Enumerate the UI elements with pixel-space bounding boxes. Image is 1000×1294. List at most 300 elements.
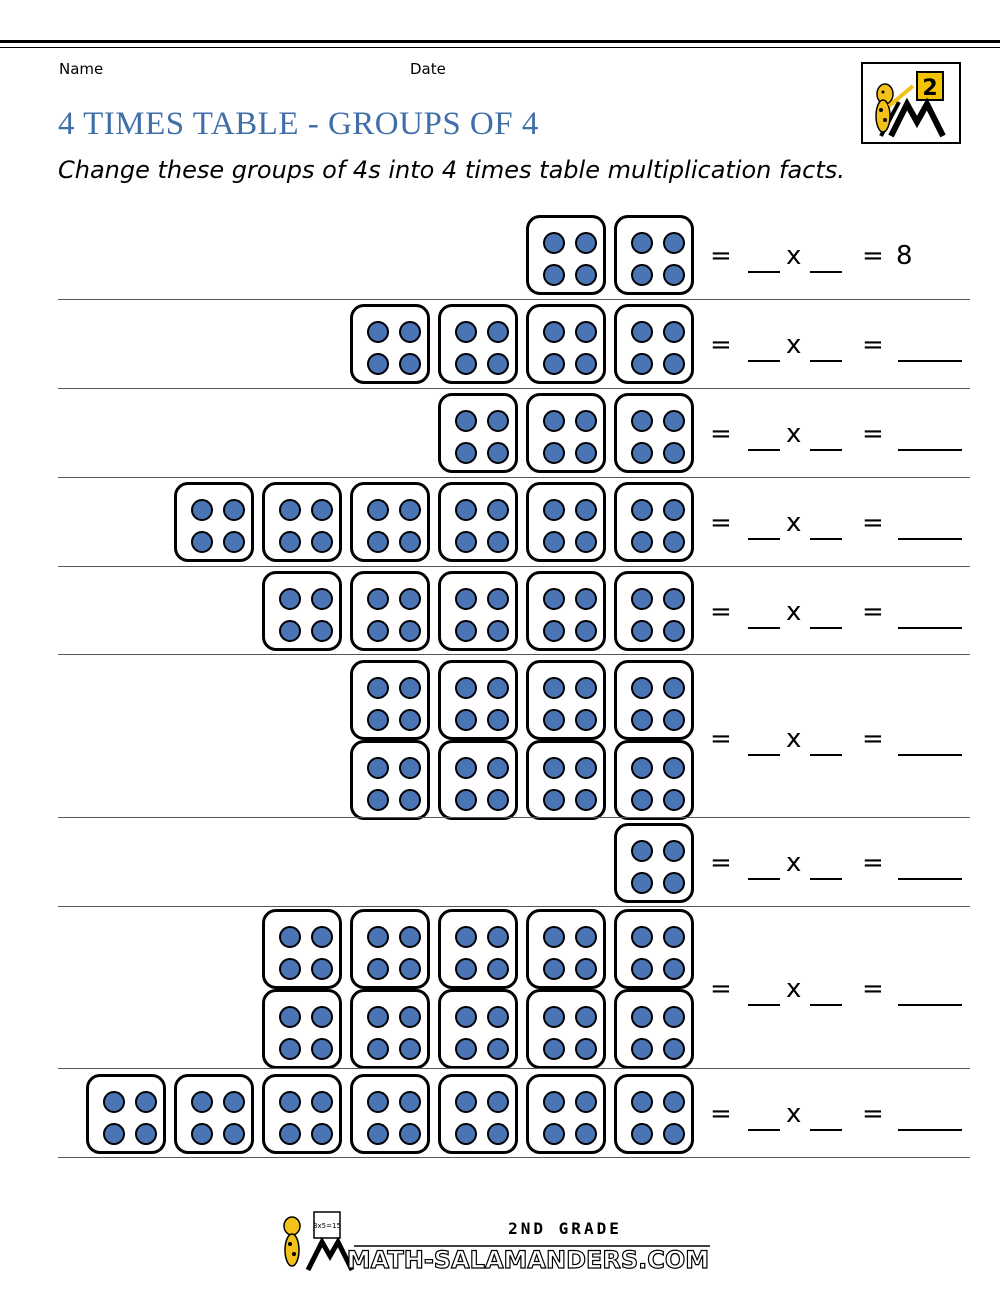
answer-blank[interactable] — [898, 878, 962, 880]
dot — [631, 709, 653, 731]
dot — [135, 1123, 157, 1145]
dot — [543, 410, 565, 432]
dot-group — [614, 1074, 694, 1154]
dot — [311, 588, 333, 610]
factor-blank-2[interactable] — [810, 271, 842, 273]
dot — [487, 926, 509, 948]
dot — [455, 499, 477, 521]
dot — [543, 789, 565, 811]
dot — [191, 1123, 213, 1145]
factor-blank-2[interactable] — [810, 878, 842, 880]
factor-blank-1[interactable] — [748, 627, 780, 629]
dot — [367, 709, 389, 731]
dot — [191, 1091, 213, 1113]
equals-sign: = — [862, 330, 884, 360]
answer-blank[interactable] — [898, 1129, 962, 1131]
dot — [455, 588, 477, 610]
row-separator — [58, 299, 970, 300]
dot — [631, 442, 653, 464]
dot — [487, 709, 509, 731]
dot — [631, 499, 653, 521]
dot — [455, 620, 477, 642]
dot — [487, 757, 509, 779]
dot — [367, 1006, 389, 1028]
footer-grade-text: 2ND GRADE — [508, 1219, 622, 1238]
dot — [311, 1091, 333, 1113]
footer-site-text: MATH-SALAMANDERS.COM — [346, 1246, 710, 1274]
dot-group — [526, 215, 606, 295]
dot — [575, 321, 597, 343]
dot-group — [438, 989, 518, 1069]
equals-sign: = — [710, 597, 732, 627]
dot — [455, 958, 477, 980]
dot — [311, 1123, 333, 1145]
factor-blank-1[interactable] — [748, 1129, 780, 1131]
dot — [399, 353, 421, 375]
dot — [631, 321, 653, 343]
dot-group — [614, 393, 694, 473]
dot — [279, 588, 301, 610]
dot — [575, 1006, 597, 1028]
dot — [575, 1123, 597, 1145]
dot — [575, 410, 597, 432]
factor-blank-1[interactable] — [748, 754, 780, 756]
row-separator — [58, 388, 970, 389]
dot-group — [438, 571, 518, 651]
dot — [455, 321, 477, 343]
dot — [279, 499, 301, 521]
dot-group — [614, 571, 694, 651]
dot — [487, 442, 509, 464]
answer-blank[interactable] — [898, 1004, 962, 1006]
equals-sign: = — [710, 241, 732, 271]
factor-blank-2[interactable] — [810, 449, 842, 451]
equals-sign: = — [862, 974, 884, 1004]
date-label: Date — [410, 60, 446, 78]
dot — [487, 1091, 509, 1113]
dot — [367, 321, 389, 343]
dot — [311, 620, 333, 642]
dot — [543, 588, 565, 610]
dot-group — [438, 482, 518, 562]
dot — [399, 1091, 421, 1113]
factor-blank-1[interactable] — [748, 878, 780, 880]
factor-blank-2[interactable] — [810, 627, 842, 629]
site-footer-logo — [270, 1210, 730, 1276]
equals-sign: = — [862, 241, 884, 271]
factor-blank-2[interactable] — [810, 1129, 842, 1131]
dot-group — [526, 989, 606, 1069]
factor-blank-1[interactable] — [748, 1004, 780, 1006]
equals-sign: = — [862, 597, 884, 627]
dot — [575, 499, 597, 521]
dot — [631, 1006, 653, 1028]
dot-group — [350, 304, 430, 384]
dot — [575, 442, 597, 464]
dot — [575, 677, 597, 699]
dot — [575, 232, 597, 254]
row-separator — [58, 654, 970, 655]
dot-group — [526, 393, 606, 473]
grade-logo — [861, 62, 961, 144]
dot-group — [526, 1074, 606, 1154]
equals-sign: = — [710, 848, 732, 878]
dot — [631, 840, 653, 862]
dot — [543, 531, 565, 553]
row-separator — [58, 817, 970, 818]
dot-group — [614, 304, 694, 384]
dot — [575, 757, 597, 779]
dot — [631, 1091, 653, 1113]
dot — [311, 499, 333, 521]
answer-value: 8 — [896, 241, 913, 271]
dot — [543, 353, 565, 375]
dot — [103, 1123, 125, 1145]
dot — [279, 958, 301, 980]
dot — [223, 531, 245, 553]
dot — [223, 499, 245, 521]
dot — [663, 353, 685, 375]
dot — [663, 499, 685, 521]
dot — [663, 588, 685, 610]
dot-group — [438, 909, 518, 989]
factor-blank-2[interactable] — [810, 754, 842, 756]
dot — [223, 1091, 245, 1113]
dot — [663, 789, 685, 811]
dot-group — [614, 909, 694, 989]
dot-group — [262, 482, 342, 562]
dot-group — [350, 482, 430, 562]
dot — [487, 410, 509, 432]
dot — [575, 1091, 597, 1113]
dot — [367, 757, 389, 779]
dot — [631, 789, 653, 811]
dot-group — [262, 909, 342, 989]
dot — [575, 958, 597, 980]
dot-group — [526, 482, 606, 562]
dot — [399, 1123, 421, 1145]
dot-group — [614, 989, 694, 1069]
dot — [279, 1006, 301, 1028]
dot — [367, 620, 389, 642]
dot — [487, 1006, 509, 1028]
dot — [631, 1038, 653, 1060]
dot-group — [438, 740, 518, 820]
dot-group — [614, 660, 694, 740]
dot-group — [526, 660, 606, 740]
dot — [311, 958, 333, 980]
times-sign: x — [786, 597, 802, 627]
dot — [663, 872, 685, 894]
dot — [663, 757, 685, 779]
dot-group — [174, 1074, 254, 1154]
dot — [279, 1038, 301, 1060]
dot — [663, 958, 685, 980]
answer-blank[interactable] — [898, 360, 962, 362]
dot — [543, 1038, 565, 1060]
footer-salamander-icon — [284, 1217, 300, 1235]
dot — [575, 709, 597, 731]
dot — [543, 620, 565, 642]
dot — [487, 353, 509, 375]
factor-blank-1[interactable] — [748, 449, 780, 451]
dot — [455, 709, 477, 731]
dot — [455, 442, 477, 464]
dot — [663, 620, 685, 642]
dot-group — [350, 909, 430, 989]
dot — [367, 353, 389, 375]
dot — [455, 1006, 477, 1028]
dot — [663, 1123, 685, 1145]
dot — [631, 1123, 653, 1145]
dot — [487, 1123, 509, 1145]
dot — [575, 353, 597, 375]
dot — [575, 1038, 597, 1060]
dot — [455, 926, 477, 948]
dot — [311, 926, 333, 948]
dot-group — [174, 482, 254, 562]
dot — [663, 410, 685, 432]
dot-group — [350, 1074, 430, 1154]
dot — [487, 531, 509, 553]
dot — [543, 1006, 565, 1028]
dot — [135, 1091, 157, 1113]
dot — [663, 1038, 685, 1060]
dot — [543, 1123, 565, 1145]
dot — [399, 588, 421, 610]
dot-group — [350, 740, 430, 820]
dot-group — [350, 660, 430, 740]
equals-sign: = — [710, 419, 732, 449]
dot — [399, 1006, 421, 1028]
factor-blank-2[interactable] — [810, 1004, 842, 1006]
equals-sign: = — [862, 508, 884, 538]
dot — [543, 926, 565, 948]
dot — [399, 499, 421, 521]
grade-number: 2 — [922, 76, 938, 101]
dot — [663, 677, 685, 699]
dot — [399, 531, 421, 553]
dot — [575, 531, 597, 553]
answer-blank[interactable] — [898, 754, 962, 756]
dot — [455, 1123, 477, 1145]
times-sign: x — [786, 724, 802, 754]
equals-sign: = — [710, 330, 732, 360]
answer-blank[interactable] — [898, 449, 962, 451]
factor-blank-2[interactable] — [810, 538, 842, 540]
times-sign: x — [786, 330, 802, 360]
dot — [103, 1091, 125, 1113]
row-separator — [58, 1157, 970, 1158]
times-sign: x — [786, 1099, 802, 1129]
dot — [663, 321, 685, 343]
dot-group — [262, 571, 342, 651]
dot — [399, 677, 421, 699]
dot — [663, 840, 685, 862]
row-separator — [58, 566, 970, 567]
equals-sign: = — [862, 724, 884, 754]
dot — [399, 709, 421, 731]
equals-sign: = — [862, 848, 884, 878]
dot-group — [526, 304, 606, 384]
dot — [279, 1123, 301, 1145]
dot — [631, 353, 653, 375]
dot — [631, 926, 653, 948]
dot — [399, 1038, 421, 1060]
dot — [311, 1038, 333, 1060]
dot — [631, 872, 653, 894]
dot-group — [438, 1074, 518, 1154]
dot-group — [614, 482, 694, 562]
dot — [455, 757, 477, 779]
top-rule-thin — [0, 47, 1000, 48]
dot — [487, 588, 509, 610]
dot — [487, 1038, 509, 1060]
dot — [543, 1091, 565, 1113]
page-title: 4 TIMES TABLE - GROUPS OF 4 — [58, 106, 539, 142]
dot — [487, 958, 509, 980]
dot — [399, 789, 421, 811]
dot — [543, 757, 565, 779]
times-sign: x — [786, 848, 802, 878]
dot — [631, 410, 653, 432]
dot — [455, 531, 477, 553]
dot — [487, 321, 509, 343]
instructions: Change these groups of 4s into 4 times table multiplication facts. — [58, 156, 845, 184]
factor-blank-1[interactable] — [748, 538, 780, 540]
dot-group — [86, 1074, 166, 1154]
dot — [311, 1006, 333, 1028]
dot — [631, 620, 653, 642]
dot — [487, 789, 509, 811]
dot — [311, 531, 333, 553]
dot — [367, 789, 389, 811]
dot — [631, 958, 653, 980]
times-sign: x — [786, 419, 802, 449]
dot — [663, 232, 685, 254]
dot — [455, 1038, 477, 1060]
dot — [663, 1091, 685, 1113]
dot — [575, 789, 597, 811]
dot — [455, 789, 477, 811]
dot — [367, 1038, 389, 1060]
times-sign: x — [786, 241, 802, 271]
dot — [543, 958, 565, 980]
equals-sign: = — [710, 724, 732, 754]
times-sign: x — [786, 974, 802, 1004]
dot — [543, 442, 565, 464]
dot — [367, 499, 389, 521]
dot — [191, 499, 213, 521]
dot — [279, 1091, 301, 1113]
dot-group — [438, 304, 518, 384]
dot — [455, 1091, 477, 1113]
equals-sign: = — [710, 974, 732, 1004]
dot — [663, 709, 685, 731]
dot — [543, 709, 565, 731]
dot — [543, 232, 565, 254]
answer-blank[interactable] — [898, 627, 962, 629]
dot — [399, 958, 421, 980]
dot — [367, 588, 389, 610]
dot — [191, 531, 213, 553]
dot — [543, 321, 565, 343]
dot — [663, 1006, 685, 1028]
factor-blank-1[interactable] — [748, 360, 780, 362]
dot — [487, 499, 509, 521]
svg-text:3x5=15: 3x5=15 — [313, 1222, 341, 1230]
dot-group — [262, 989, 342, 1069]
dot — [279, 620, 301, 642]
answer-blank[interactable] — [898, 538, 962, 540]
equals-sign: = — [710, 1099, 732, 1129]
dot — [663, 926, 685, 948]
equals-sign: = — [710, 508, 732, 538]
dot — [631, 757, 653, 779]
top-rule — [0, 40, 1000, 43]
dot — [399, 620, 421, 642]
name-label: Name — [59, 60, 104, 78]
dot — [367, 958, 389, 980]
dot — [575, 264, 597, 286]
dot — [543, 499, 565, 521]
dot-group — [438, 393, 518, 473]
row-separator — [58, 1068, 970, 1069]
dot — [367, 531, 389, 553]
dot — [487, 620, 509, 642]
dot-group — [526, 571, 606, 651]
row-separator — [58, 477, 970, 478]
dot — [399, 757, 421, 779]
times-sign: x — [786, 508, 802, 538]
dot — [663, 442, 685, 464]
dot-group — [438, 660, 518, 740]
dot — [367, 926, 389, 948]
dot — [399, 926, 421, 948]
dot — [631, 232, 653, 254]
dot-group — [350, 989, 430, 1069]
dot — [399, 321, 421, 343]
dot-group — [526, 740, 606, 820]
dot-group — [526, 909, 606, 989]
dot-group — [614, 823, 694, 903]
row-separator — [58, 906, 970, 907]
dot — [663, 264, 685, 286]
dot — [575, 620, 597, 642]
dot — [543, 264, 565, 286]
dot — [367, 1091, 389, 1113]
dot-group — [262, 1074, 342, 1154]
dot — [631, 264, 653, 286]
dot — [543, 677, 565, 699]
factor-blank-2[interactable] — [810, 360, 842, 362]
dot — [279, 531, 301, 553]
dot — [631, 588, 653, 610]
dot — [367, 1123, 389, 1145]
dot — [367, 677, 389, 699]
dot — [223, 1123, 245, 1145]
dot — [575, 588, 597, 610]
dot — [455, 353, 477, 375]
dot-group — [614, 740, 694, 820]
equals-sign: = — [862, 419, 884, 449]
factor-blank-1[interactable] — [748, 271, 780, 273]
dot — [631, 677, 653, 699]
dot — [487, 677, 509, 699]
dot — [455, 410, 477, 432]
equals-sign: = — [862, 1099, 884, 1129]
dot — [663, 531, 685, 553]
